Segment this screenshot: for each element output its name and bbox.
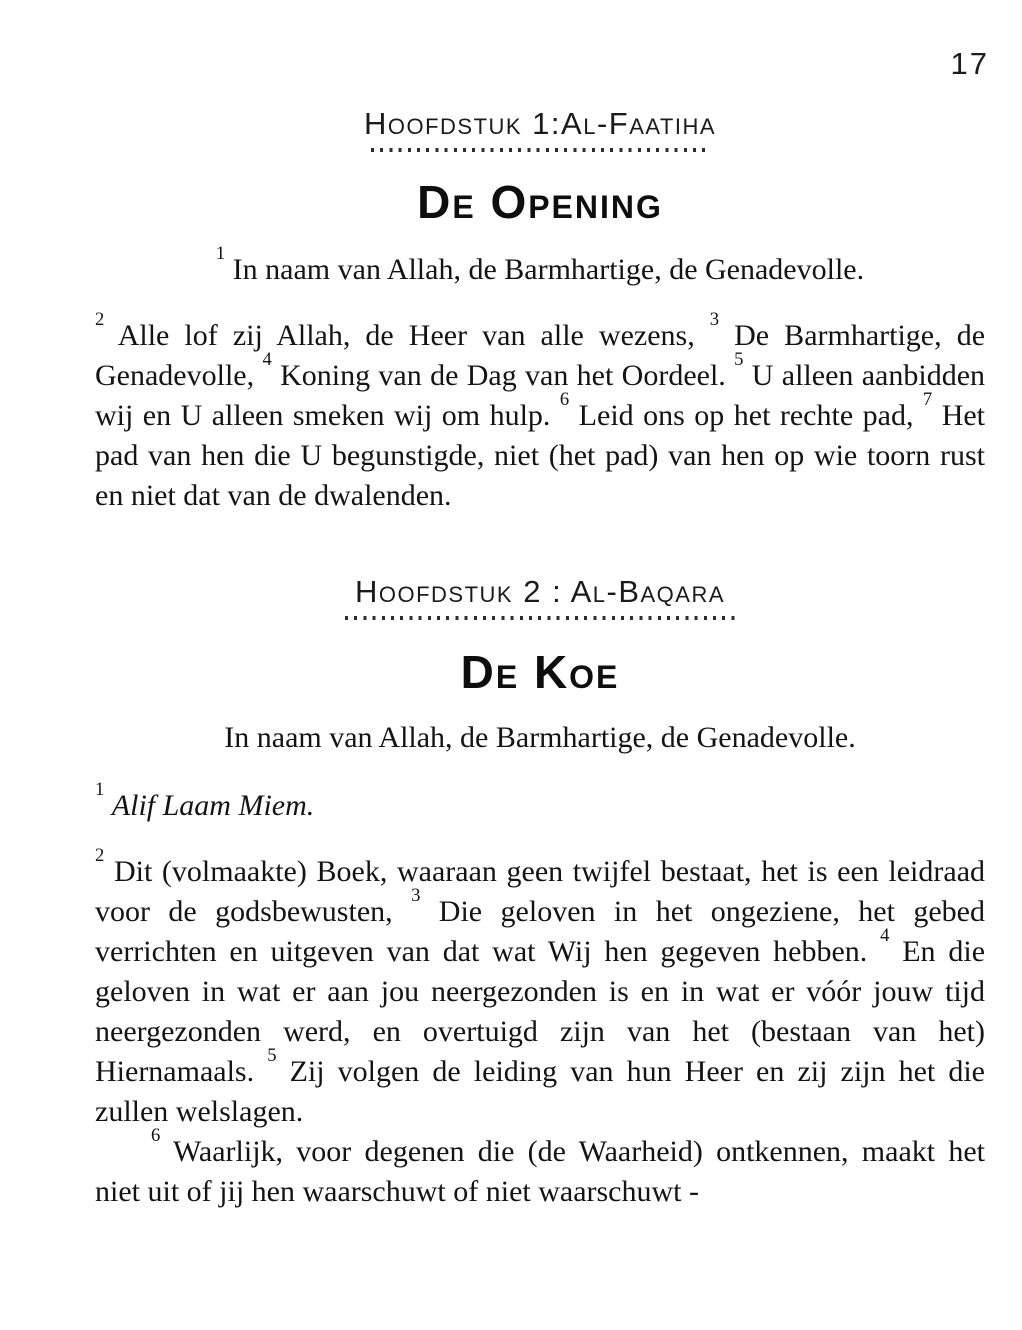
page-number: 17 xyxy=(950,46,989,81)
verse-number: 2 xyxy=(95,308,105,330)
verse-number: 2 xyxy=(95,844,105,866)
verse-text: Alif Laam Miem. xyxy=(111,789,315,822)
verse-text: Leid ons op het rechte pad, xyxy=(578,399,923,432)
chapter-2-heading: Hoofdstuk 2 : Al-Baqara xyxy=(354,574,726,609)
verse-text: Waarlijk, voor degenen die (de Waarheid) ontkennen, maakt het niet uit of jij hen waarschuwt of niet waarschuwt - xyxy=(95,1135,985,1208)
verse-text: En die geloven in wat er aan jou neergezonden is en in wat er vóór jouw tijd neergezonden werd, en overtuigd zijn van het (bestaan van het) Hiernamaals. xyxy=(95,935,986,1088)
verse-text: Die geloven in het ongeziene, het gebed verrichten en uitgeven van dat wat Wij hen gegeven hebben. xyxy=(95,895,985,968)
chapter-2-muqattaat xyxy=(95,778,985,826)
chapter-1-bismillah xyxy=(95,242,985,290)
verse-text: U alleen aanbidden wij en U alleen smeken wij om hulp. xyxy=(95,359,986,432)
verse-text: In naam van Allah, de Barmhartige, de Genadevolle. xyxy=(224,721,856,754)
verse-number: 3 xyxy=(709,308,720,330)
verse-number: 6 xyxy=(151,1124,161,1146)
verse-number: 4 xyxy=(880,924,890,946)
verse-text: Alle lof zij Allah, de Heer van alle wezens, xyxy=(117,319,710,352)
verse-text: De Barmhartige, de Genadevolle, xyxy=(95,319,986,392)
verse-number: 4 xyxy=(262,348,272,370)
chapter-2-title: De Koe xyxy=(460,646,620,698)
chapter-1-verses xyxy=(95,308,986,516)
verse-number: 6 xyxy=(559,388,570,410)
verse-number: 1 xyxy=(215,242,226,264)
chapter-1-section xyxy=(95,106,985,516)
verse-number: 1 xyxy=(95,778,105,800)
page-content xyxy=(95,0,985,1212)
verse-text: In naam van Allah, de Barmhartige, de Genadevolle. xyxy=(232,253,865,286)
verse-text: Koning van de Dag van het Oordeel. xyxy=(280,359,735,392)
verse-number: 3 xyxy=(411,884,421,906)
dotted-rule xyxy=(345,616,735,620)
dotted-rule xyxy=(371,148,709,152)
verse-text: Het pad van hen die U begunstigde, niet (het pad) van hen op wie toorn rust en niet dat van de dwalenden. xyxy=(95,399,986,512)
verse-text: Dit (volmaakte) Boek, waaraan geen twijfel bestaat, het is een leidraad voor de godsbewusten, xyxy=(95,855,986,928)
chapter-2-verses xyxy=(95,844,986,1132)
chapter-2-verses-continued xyxy=(95,1124,985,1212)
verse-number: 5 xyxy=(734,348,744,370)
verse-number: 7 xyxy=(922,388,933,410)
verse-number: 5 xyxy=(267,1044,277,1066)
chapter-2-section xyxy=(95,574,985,1212)
chapter-1-heading: Hoofdstuk 1:Al-Faatiha xyxy=(363,106,717,141)
verse-text: Zij volgen de leiding van hun Heer en zij zijn het die zullen welslagen. xyxy=(95,1055,985,1128)
chapter-1-title: De Opening xyxy=(417,176,663,228)
chapter-2-bismillah xyxy=(95,718,985,758)
